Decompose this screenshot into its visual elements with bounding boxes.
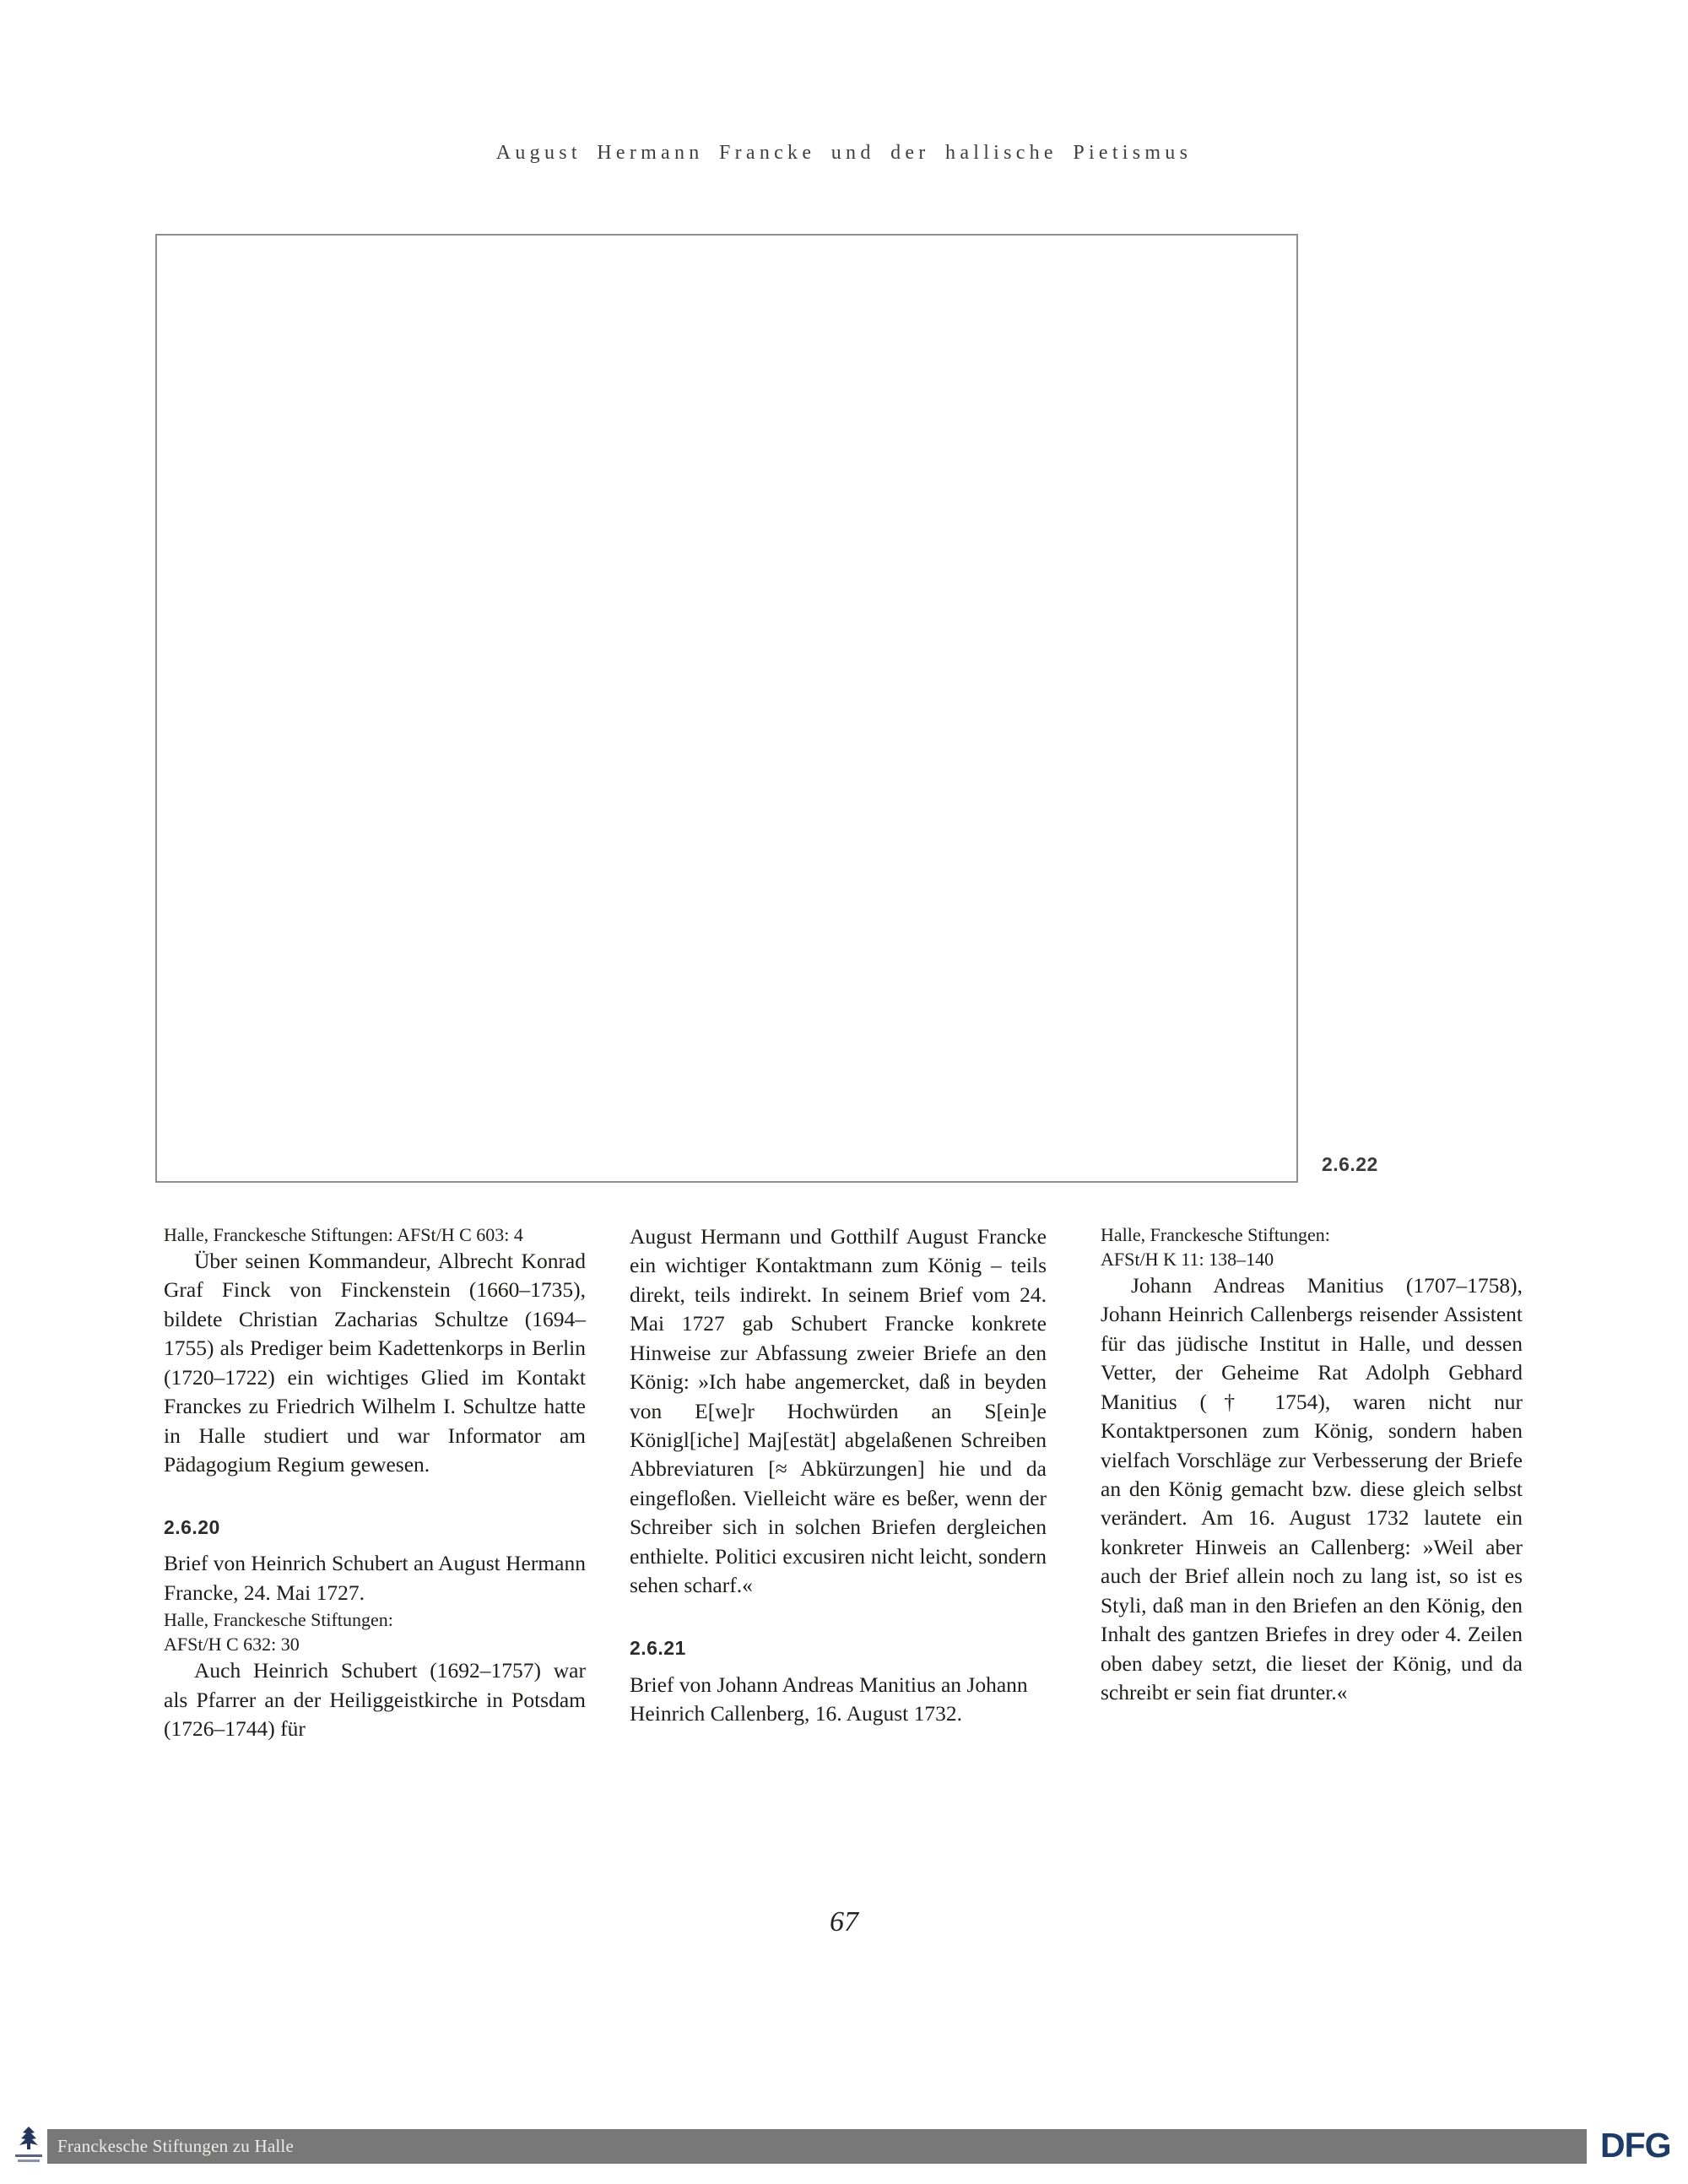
paragraph: August Hermann und Gotthilf August Francke ein wichtiger Kontaktmann zum König – teils direkt, teils indirekt. In seinem Brief vom 24. Mai 1727 gab Schubert Francke konkrete Hinweise zur Abfassung zweier Briefe an den König: »Ich habe angemercket, daß in beyden von E[we]r Hochwürden an S[ein]e Königl[iche] Maj[estät] abgelaßenen Schreiben Abbreviaturen [≈ Abkürzungen] hie und da eingefloßen. Vielleicht wäre es beßer, wenn der Schreiber sich in solchen Briefen dergleichen enthielte. Politici excusiren nicht leicht, sondern sehen scharf.« — [630, 1224, 1047, 1598]
page-number: 67 — [830, 1906, 858, 1937]
archive-reference: Halle, Franckesche Stiftungen: — [164, 1609, 393, 1631]
column-3 — [1101, 1222, 1523, 1707]
paragraph: Johann Andreas Manitius (1707–1758), Johann Heinrich Callenbergs reisender Assistent für das jüdische Institut in Halle, und dessen Vetter, der Geheime Rat Adolph Gebhard Manitius († 1754), waren nicht nur Kontaktpersonen zum König, sondern haben vielfach Vorschläge zur Verbesserung der Briefe an den König gemacht bzw. diese gleich selbst verändert. Am 16. August 1732 lautete ein konkreter Hinweis an Callenberg: »Weil aber auch der Brief allein noch zu lang ist, so ist es Styli, daß man in den Briefen an den König, den Inhalt des gantzen Briefes in drey oder 4. Zeilen oben dabey setzt, die lieset der König, und da schreibt er sein fiat drunter.« — [1101, 1273, 1523, 1704]
running-head: August Hermann Francke und der hallische Pietismus — [495, 142, 1193, 164]
entry-title: Brief von Heinrich Schubert an August Hermann Francke, 24. Mai 1727. — [164, 1551, 586, 1605]
entry-number: 2.6.21 — [630, 1637, 686, 1660]
archive-reference: Halle, Franckesche Stiftungen: — [1101, 1224, 1330, 1245]
footer-bar — [47, 2129, 1587, 2164]
archive-reference: Halle, Franckesche Stiftungen: AFSt/H C 603: 4 — [164, 1224, 523, 1245]
dfg-logo: DFG — [1600, 2126, 1671, 2165]
figure-placeholder — [155, 234, 1298, 1183]
archive-reference: AFSt/H C 632: 30 — [164, 1634, 300, 1656]
paragraph: Über seinen Kommandeur, Albrecht Konrad Graf Finck von Finckenstein (1660–1735), bildete Christian Zacharias Schultze (1694–1755) als Prediger beim Kadettenkorps in Berlin (1720–1722) ein wichtiges Glied im Kontakt Franckes zu Friedrich Wilhelm I. Schultze hatte in Halle studiert und war Informator am Pädagogium Regium gewesen. — [164, 1249, 586, 1477]
paragraph: Auch Heinrich Schubert (1692–1757) war als Pfarrer an der Heiliggeistkirche in Potsdam (1726–1744) für — [164, 1658, 586, 1742]
figure-caption: 2.6.22 — [1322, 1153, 1378, 1175]
entry-title: Brief von Johann Andreas Manitius an Johann Heinrich Callenberg, 16. August 1732. — [630, 1672, 1028, 1726]
column-2 — [630, 1222, 1047, 1728]
entry-number: 2.6.20 — [164, 1516, 220, 1539]
column-1 — [164, 1222, 586, 1744]
archive-reference: AFSt/H K 11: 138–140 — [1101, 1249, 1274, 1271]
footer-bar-text: Franckesche Stiftungen zu Halle — [57, 2136, 295, 2156]
franckesche-stiftungen-emblem-icon — [12, 2124, 46, 2166]
